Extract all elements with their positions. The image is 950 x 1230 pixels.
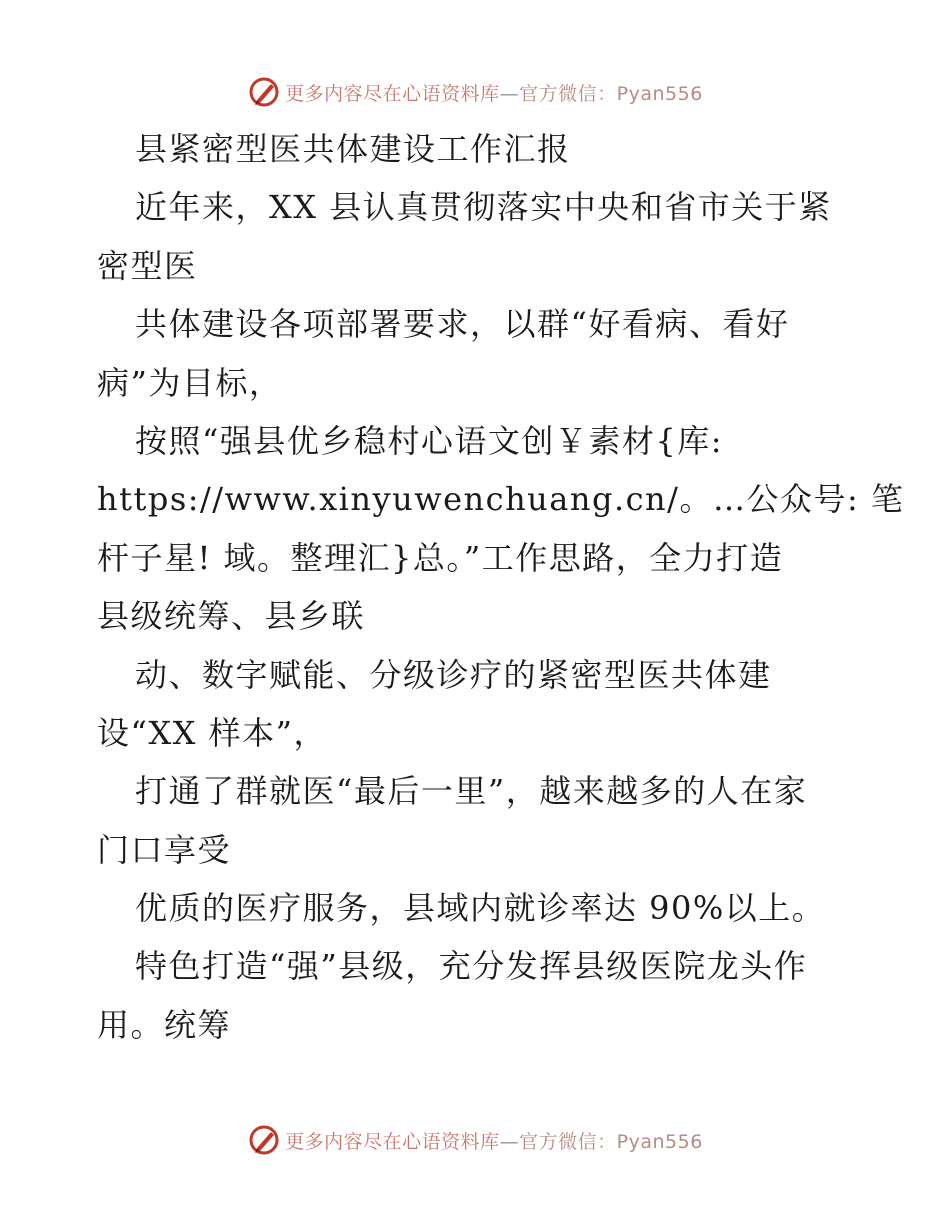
paragraph-line: 动、数字赋能、分级诊疗的紧密型医共体建 <box>135 655 772 694</box>
paragraph-line: 门口享受 <box>97 830 232 869</box>
paragraph-line: 病”为目标， <box>97 363 283 402</box>
header-watermark <box>0 72 950 112</box>
footer-watermark <box>0 1120 950 1160</box>
paragraph-line: 县级统筹、县乡联 <box>97 597 366 636</box>
paragraph-line: 优质的医疗服务，县域内就诊率达 90%以上。 <box>135 889 826 928</box>
paragraph-line: 共体建设各项部署要求，以群“好看病、看好 <box>135 305 790 344</box>
document-title-line: 县紧密型医共体建设工作汇报 <box>135 130 571 168</box>
watermark-text <box>285 79 703 106</box>
watermark-main: 更多内容尽在心语资料库 <box>285 82 500 105</box>
paragraph-line: 用。统筹 <box>97 1005 232 1044</box>
paragraph-line: 杆子星! 域。整理汇}总。”工作思路，全力打造 <box>97 538 784 577</box>
document-body <box>97 120 905 1054</box>
watermark-dash: — <box>499 82 520 105</box>
pen-logo-icon <box>247 1123 281 1157</box>
paragraph-line: 密型医 <box>97 246 198 285</box>
pen-logo-icon <box>247 75 281 109</box>
paragraph-line: 打通了群就医“最后一里”，越来越多的人在家 <box>135 772 808 811</box>
watermark-contact: 官方微信：Pyan556 <box>519 82 703 105</box>
watermark-dash: — <box>499 1130 520 1153</box>
paragraph-line: 按照“强县优乡稳村心语文创￥素材{库: <box>135 421 724 460</box>
watermark-contact: 官方微信：Pyan556 <box>519 1130 703 1153</box>
paragraph-line: 特色打造“强”县级，充分发挥县级医院龙头作 <box>135 947 808 986</box>
paragraph-line: 近年来，XX 县认真贯彻落实中央和省市关于紧 <box>135 188 832 227</box>
watermark-text <box>285 1127 703 1154</box>
paragraph-line: 设“XX 样本”， <box>97 713 327 752</box>
paragraph-line: https://www.xinyuwenchuang.cn/。…公众号: 笔 <box>97 480 905 519</box>
watermark-main: 更多内容尽在心语资料库 <box>285 1130 500 1153</box>
